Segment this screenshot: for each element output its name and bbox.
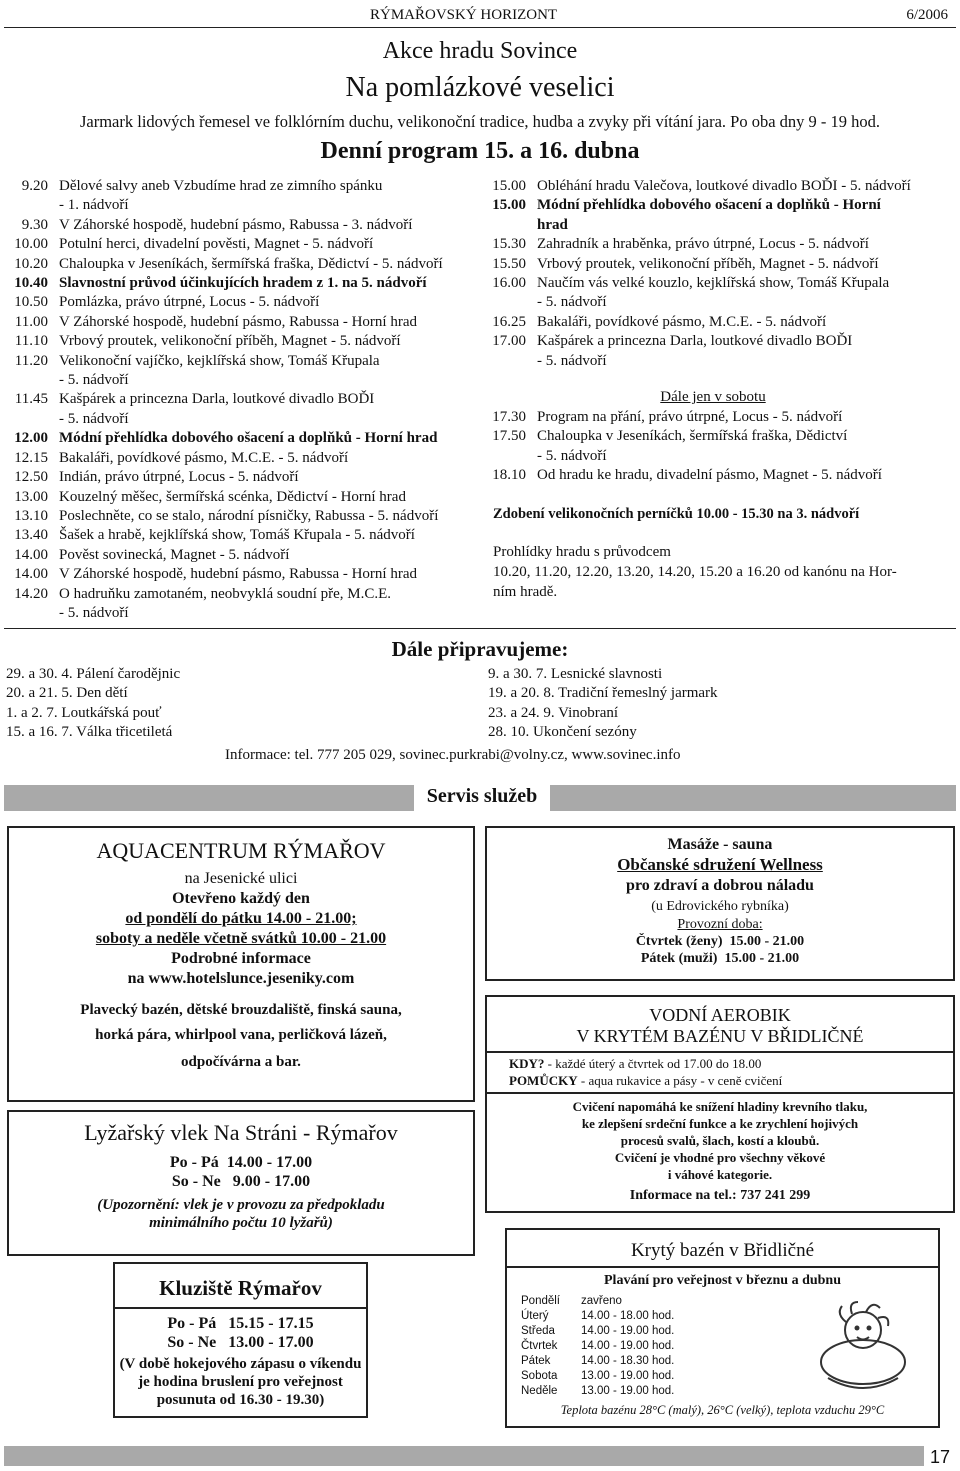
program-right-text: Naučím vás velké kouzlo, kejklířská show, Tomáš Křupala (537, 275, 890, 292)
program-left-item (0, 196, 475, 215)
program-right-time: 15.50 (492, 255, 526, 272)
pool-day: Pondělí (521, 1295, 561, 1307)
aerobics-divider-2 (487, 1092, 953, 1094)
program-right-column (478, 177, 960, 371)
program-left-text: Chaloupka v Jeseníkách, šermířská fraška, Dědictví - 5. nádvoří (59, 255, 443, 272)
program-left-time (0, 196, 59, 215)
pool-schedule (521, 1294, 674, 1399)
upcoming-right-item: 28. 10. Ukončení sezóny (488, 724, 637, 741)
massage-slogan: pro zdraví a dobrou náladu (626, 877, 814, 894)
aerobics-when (509, 1056, 953, 1072)
pool-schedule-row (521, 1354, 674, 1369)
program-left-time: 11.10 (14, 333, 48, 350)
saturday-item (478, 447, 960, 466)
ski-lift-notice-1: (Upozornění: vlek je v provozu za předpokladu (97, 1197, 385, 1213)
when-text: - každé úterý a čtvrtek od 17.00 do 18.00 (544, 1056, 762, 1071)
program-left-item (0, 313, 475, 332)
aqua-weekends: soboty a neděle včetně svátků 10.00 - 21.00 (95, 930, 387, 947)
aerobics-title-2: V KRYTÉM BAZÉNU V BŘIDLIČNÉ (576, 1026, 864, 1046)
issue-number: 6/2006 (906, 7, 948, 23)
program-left-time: 9.20 (21, 178, 48, 194)
saturday-item (478, 408, 960, 427)
program-right-item (478, 196, 960, 215)
program-left-text: Vrbový proutek, velikonoční příběh, Magnet - 5. nádvoří (59, 333, 401, 350)
saturday-text: Chaloupka v Jeseníkách, šermířská fraška, Dědictví (537, 428, 848, 445)
section-rule (4, 628, 956, 629)
program-left-time (0, 371, 59, 390)
aqua-website[interactable]: na www.hotelslunce.jeseniky.com (127, 970, 355, 987)
article-intro: Jarmark lidových řemesel ve folklórním duchu, velikonoční tradice, hudba a zvyky při vítání jara. Po oba dny 9 - 19 hod. (79, 112, 881, 131)
tours-title: Prohlídky hradu s průvodcem (493, 544, 671, 560)
ski-lift-weekdays: Po - Pá 14.00 - 17.00 (169, 1154, 313, 1171)
program-left-time: 10.40 (14, 275, 48, 292)
tours-times: 10.20, 11.20, 12.20, 13.20, 14.20, 15.20 a 16.20 od kanónu na Hor- (493, 564, 897, 580)
servis-bar-right (550, 785, 956, 811)
ice-rink-box (113, 1262, 368, 1418)
program-left-time: 13.00 (14, 488, 48, 505)
program-left-text: Dělové salvy aneb Vzbudíme hrad ze zimního spánku (59, 178, 383, 194)
program-left-text: Poslechněte, co se stalo, národní písničky, Rabussa - 5. nádvoří (59, 507, 439, 524)
pool-schedule-row (521, 1384, 674, 1399)
upcoming-right-item: 19. a 20. 8. Tradiční řemeslný jarmark (488, 685, 718, 702)
program-right-item (478, 313, 960, 332)
aerobics-benefits-2: ke zlepšení srdeční funkce a ke zrychlení hojivých (581, 1116, 859, 1131)
massage-box (485, 826, 955, 981)
pool-temperature-note: Teplota bazénu 28°C (malý), 26°C (velký), teplota vzduchu 29°C (560, 1403, 885, 1417)
pool-day: Čtvrtek (521, 1340, 558, 1352)
aerobics-suitable-1: Cvičení je vhodné pro všechny věkové (614, 1150, 826, 1165)
program-right-text: Zahradník a hraběnka, právo útrpné, Locus - 5. nádvoří (537, 236, 869, 253)
program-left-item (0, 177, 475, 196)
pool-hours: 13.00 - 19.00 hod. (581, 1385, 675, 1397)
program-left-text: - 5. nádvoří (59, 604, 129, 621)
program-left-time: 12.00 (14, 430, 48, 447)
ice-rink-note-2: je hodina bruslení pro veřejnost (138, 1374, 343, 1390)
program-left-text: Velikonoční vajíčko, kejklířská show, Tomáš Křupala (59, 352, 380, 369)
pool-title: Krytý bazén v Břidličné (630, 1240, 815, 1261)
program-left-time: 12.15 (14, 449, 48, 466)
upcoming-left-item: 20. a 21. 5. Den dětí (6, 685, 128, 702)
massage-hours-title: Provozní doba: (677, 917, 763, 932)
article-title: Na pomlázkové veselici (345, 72, 615, 103)
aqua-weekdays: od pondělí do pátku 14.00 - 21.00; (125, 910, 357, 927)
ice-rink-title: Kluziště Rýmařov (159, 1276, 322, 1300)
program-right-text: Kašpárek a princezna Darla, loutkové divadlo BOĎI (537, 333, 853, 350)
pool-day: Sobota (521, 1370, 558, 1382)
program-left-item (0, 235, 475, 254)
pool-hours: 14.00 - 19.00 hod. (581, 1325, 675, 1337)
header-rule (4, 27, 956, 28)
program-left-item (0, 390, 475, 409)
massage-association: Občanské sdružení Wellness (617, 855, 823, 874)
program-left-time: 10.20 (14, 255, 48, 272)
program-left-text: - 1. nádvoří (59, 197, 129, 214)
contact-info: Informace: tel. 777 205 029, sovinec.purkrabi@volny.cz, www.sovinec.info (225, 747, 681, 763)
tours-times-cont: ním hradě. (493, 584, 558, 600)
program-left-text: V Záhorské hospodě, hudební pásmo, Rabussa - Horní hrad (59, 566, 417, 583)
pool-box (505, 1228, 940, 1428)
pool-day: Středa (521, 1325, 555, 1337)
program-right-text: Vrbový proutek, velikonoční příběh, Magnet - 5. nádvoří (537, 255, 879, 272)
upcoming-right-item: 23. a 24. 9. Vinobraní (488, 704, 619, 721)
program-left-item (0, 585, 475, 604)
program-right-item (478, 216, 960, 235)
aqua-facilities-2: horká pára, whirlpool vana, perličková lázeň, (95, 1027, 387, 1043)
program-left-item (0, 371, 475, 390)
aqua-open: Otevřeno každý den (172, 890, 310, 907)
saturday-text: Od hradu ke hradu, divadelní pásmo, Magnet - 5. nádvoří (537, 467, 882, 484)
saturday-item (478, 427, 960, 446)
article-kicker: Akce hradu Sovince (382, 38, 578, 64)
program-left-text: Bakaláři, povídkové pásmo, M.C.E. - 5. nádvoří (59, 449, 349, 466)
pool-hours: 14.00 - 19.00 hod. (581, 1340, 675, 1352)
upcoming-left-item: 1. a 2. 7. Loutkářská pouť (6, 704, 162, 721)
program-left-item (0, 429, 475, 448)
pool-hours: 14.00 - 18.30 hod. (581, 1355, 675, 1367)
program-right-text: Módní přehlídka dobového ošacení a doplňků - Horní (537, 197, 881, 214)
servis-bar-left (4, 785, 414, 811)
aqua-facilities-1: Plavecký bazén, dětské brouzdaliště, finská sauna, (80, 1002, 402, 1018)
program-right-item (478, 332, 960, 351)
program-title: Denní program 15. a 16. dubna (320, 138, 640, 164)
program-left-time: 14.00 (14, 566, 48, 583)
program-left-item (0, 293, 475, 312)
upcoming-title: Dále připravujeme: (391, 637, 569, 661)
program-left-time: 14.20 (14, 585, 48, 602)
pool-hours: zavřeno (581, 1295, 622, 1307)
program-left-time: 11.45 (14, 391, 48, 408)
program-left-item (0, 332, 475, 351)
program-left-text: Potulní herci, divadelní pověsti, Magnet - 5. nádvoří (59, 236, 374, 253)
program-left-time: 10.00 (14, 236, 48, 253)
program-left-text: Pomlázka, právo útrpné, Locus - 5. nádvoří (59, 294, 320, 311)
upcoming-left-item: 15. a 16. 7. Válka třicetiletá (6, 724, 173, 741)
massage-title: Masáže - sauna (667, 836, 773, 853)
pool-divider (507, 1266, 938, 1268)
program-right-time: 16.25 (492, 313, 526, 330)
pool-schedule-row (521, 1369, 674, 1384)
ski-lift-box (7, 1110, 475, 1256)
program-left-text: V Záhorské hospodě, hudební pásmo, Rabussa - 3. nádvoří (59, 216, 413, 233)
ice-rink-note-3: posunuta od 16.30 - 19.30) (156, 1392, 325, 1408)
program-left-time: 13.10 (14, 507, 48, 524)
aerobics-suitable-2: i váhové kategorie. (667, 1167, 773, 1182)
program-left-item (0, 274, 475, 293)
massage-thursday: Čtvrtek (ženy) 15.00 - 21.00 (635, 934, 805, 949)
program-right-item (478, 352, 960, 371)
aqua-location: na Jesenické ulici (184, 870, 298, 887)
ice-rink-weekdays: Po - Pá 15.15 - 17.15 (167, 1315, 314, 1332)
program-left-item (0, 526, 475, 545)
aerobics-equipment (509, 1073, 953, 1089)
program-right-time (478, 216, 537, 235)
program-right-time: 17.00 (492, 333, 526, 350)
aerobics-phone: Informace na tel.: 737 241 299 (629, 1188, 811, 1203)
program-left-item (0, 410, 475, 429)
program-left-column (0, 177, 475, 623)
program-right-time: 16.00 (492, 275, 526, 292)
ski-lift-notice-2: minimálního počtu 10 lyžařů) (149, 1215, 333, 1231)
program-right-time: 15.00 (492, 178, 526, 194)
massage-friday: Pátek (muži) 15.00 - 21.00 (640, 951, 800, 966)
program-left-text: Kašpárek a princezna Darla, loutkové divadlo BOĎI (59, 391, 375, 408)
upcoming-right-list (488, 665, 948, 743)
saturday-time: 17.30 (492, 409, 526, 425)
program-right-item (478, 177, 960, 196)
program-right-time (478, 293, 537, 312)
program-left-item (0, 604, 475, 623)
aqua-more-info: Podrobné informace (171, 950, 311, 967)
pool-schedule-row (521, 1339, 674, 1354)
program-left-time: 11.20 (14, 352, 48, 369)
program-right-time: 15.30 (492, 236, 526, 253)
gingerbread-decorating: Zdobení velikonočních perníčků 10.00 - 15.30 na 3. nádvoří (493, 506, 860, 522)
aerobics-benefits-3: procesů svalů, šlach, kostí a kloubů. (620, 1133, 820, 1148)
program-right-text: hrad (537, 216, 568, 233)
saturday-time (478, 447, 537, 466)
upcoming-left-list (6, 665, 466, 743)
pool-schedule-row (521, 1309, 674, 1324)
program-left-time: 10.50 (14, 294, 48, 311)
program-left-text: Šašek a hrabě, kejklířská show, Tomáš Křupala - 5. nádvoří (59, 527, 415, 544)
saturday-title: Dále jen v sobotu (660, 389, 766, 405)
program-left-text: Slavnostní průvod účinkujících hradem z 1. na 5. nádvoří (59, 275, 427, 292)
program-left-item (0, 449, 475, 468)
program-right-item (478, 293, 960, 312)
pool-hours: 14.00 - 18.00 hod. (581, 1310, 675, 1322)
pool-hours: 13.00 - 19.00 hod. (581, 1370, 675, 1382)
water-aerobics-box (485, 995, 955, 1213)
aqua-title: AQUACENTRUM RÝMAŘOV (96, 838, 386, 863)
program-left-time (0, 604, 59, 623)
program-right-text: - 5. nádvoří (537, 352, 607, 369)
program-left-text: Kouzelný měšec, šermířská scénka, Dědictví - Horní hrad (59, 488, 406, 505)
program-left-time (0, 410, 59, 429)
program-right-time (478, 352, 537, 371)
saturday-item (478, 466, 960, 485)
aqua-facilities-3: odpočívárna a bar. (181, 1054, 301, 1070)
aerobics-benefits-1: Cvičení napomáhá ke snížení hladiny krevního tlaku, (572, 1099, 868, 1114)
equipment-label: POMŮCKY (509, 1073, 578, 1088)
program-left-time: 12.50 (14, 469, 48, 486)
program-left-item (0, 565, 475, 584)
program-left-text: Indián, právo útrpné, Locus - 5. nádvoří (59, 469, 299, 486)
program-left-time: 9.30 (21, 216, 48, 233)
aerobics-divider (487, 1051, 953, 1053)
pool-schedule-row (521, 1294, 674, 1309)
program-right-text: - 5. nádvoří (537, 294, 607, 311)
program-left-item (0, 546, 475, 565)
program-left-item (0, 507, 475, 526)
pool-day: Neděle (521, 1385, 558, 1397)
saturday-time: 18.10 (492, 467, 526, 484)
ice-rink-note-1: (V době hokejového zápasu o víkendu (119, 1356, 362, 1372)
program-left-item (0, 468, 475, 487)
saturday-text: - 5. nádvoří (537, 447, 607, 464)
program-right-text: Bakaláři, povídkové pásmo, M.C.E. - 5. nádvoří (537, 313, 827, 330)
program-right-item (478, 274, 960, 293)
program-right-time: 15.00 (492, 197, 526, 214)
aerobics-title-1: VODNÍ AEROBIK (649, 1005, 791, 1025)
program-left-text: Módní přehlídka dobového ošacení a doplňků - Horní hrad (59, 430, 438, 447)
saturday-text: Program na přání, právo útrpné, Locus - 5. nádvoří (537, 409, 843, 425)
ice-rink-divider (115, 1307, 366, 1309)
program-left-time: 13.40 (14, 527, 48, 544)
program-right-item (478, 255, 960, 274)
aquacentrum-box (7, 826, 475, 1102)
program-left-time: 11.00 (14, 313, 48, 330)
massage-location: (u Edrovického rybníka) (651, 899, 789, 914)
upcoming-left-item: 29. a 30. 4. Pálení čarodějnic (6, 666, 181, 682)
program-right-text: Obléhání hradu Valečova, loutkové divadlo BOĎI - 5. nádvoří (537, 178, 911, 194)
magazine-title: RÝMAŘOVSKÝ HORIZONT (370, 7, 558, 23)
pool-day: Úterý (521, 1310, 549, 1322)
program-left-text: - 5. nádvoří (59, 372, 129, 389)
program-left-item (0, 255, 475, 274)
pool-subtitle: Plavání pro veřejnost v březnu a dubnu (604, 1273, 841, 1288)
servis-title: Servis služeb (426, 785, 538, 807)
pool-schedule-row (521, 1324, 674, 1339)
program-left-time: 14.00 (14, 546, 48, 563)
program-left-item (0, 352, 475, 371)
program-left-text: O hadruňku zamotaném, neobvyklá soudní pře, M.C.E. (59, 585, 392, 602)
ski-lift-weekends: So - Ne 9.00 - 17.00 (171, 1173, 311, 1190)
program-left-item (0, 216, 475, 235)
footer-bar (4, 1446, 924, 1466)
equipment-text: - aqua rukavice a pásy - v ceně cvičení (577, 1073, 783, 1088)
ski-lift-title: Lyžařský vlek Na Stráni - Rýmařov (84, 1120, 398, 1145)
saturday-program (478, 408, 960, 486)
ice-rink-weekends: So - Ne 13.00 - 17.00 (167, 1334, 314, 1351)
program-right-item (478, 235, 960, 254)
saturday-time: 17.50 (492, 428, 526, 445)
pool-day: Pátek (521, 1355, 551, 1367)
program-left-text: V Záhorské hospodě, hudební pásmo, Rabussa - Horní hrad (59, 313, 417, 330)
program-left-text: Pověst sovinecká, Magnet - 5. nádvoří (59, 546, 290, 563)
upcoming-right-item: 9. a 30. 7. Lesnické slavnosti (488, 666, 663, 682)
swimmer-illustration-icon (808, 1292, 918, 1402)
page-number: 17 (930, 1447, 951, 1467)
running-header (0, 4, 960, 26)
when-label: KDY? (509, 1056, 545, 1071)
program-left-item (0, 488, 475, 507)
program-left-text: - 5. nádvoří (59, 410, 129, 427)
